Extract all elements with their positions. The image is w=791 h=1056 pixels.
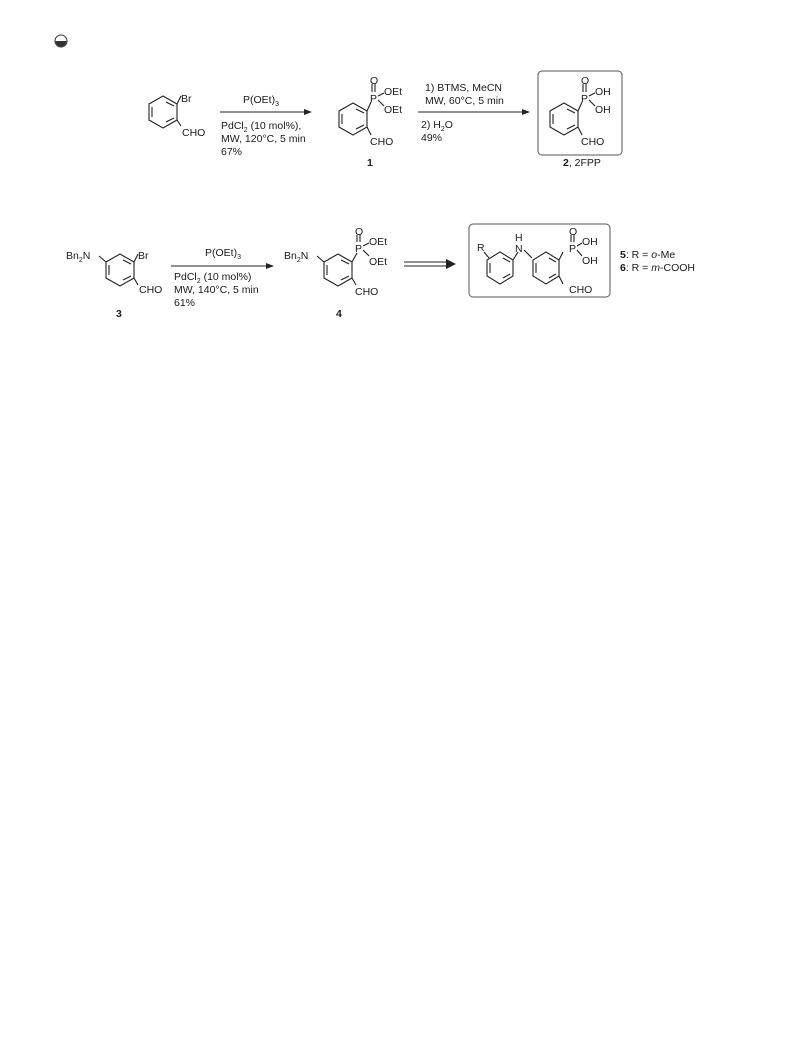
yield-label: 49% (421, 132, 443, 144)
oh-label-2: OH (582, 255, 598, 267)
yield-label: 61% (174, 297, 196, 309)
reaction-arrow-1 (220, 94, 312, 158)
reaction-arrow-3 (171, 247, 274, 309)
o-atom: O (355, 226, 364, 238)
conditions-step1b: MW, 60°C, 5 min (425, 95, 504, 107)
conditions-label: MW, 120°C, 5 min (221, 133, 306, 145)
compound-3 (66, 250, 162, 320)
compound-4 (284, 226, 387, 320)
o-atom: O (569, 226, 578, 238)
oet-label-2: OEt (384, 104, 403, 116)
legend-item-6: 6: R = m-COOH (620, 262, 695, 274)
catalyst-label: PdCl$_2$ (10 mol%), (221, 120, 302, 134)
cho-label: CHO (182, 127, 206, 139)
bn2n-label: $Bn_2N$ (66, 250, 91, 264)
conditions-step1: 1) BTMS, MeCN (425, 82, 503, 94)
p-atom: P (355, 243, 363, 255)
cho-label: CHO (355, 286, 379, 298)
br-label: Br (181, 93, 192, 105)
reaction-arrow-2 (418, 82, 530, 144)
conditions-label: MW, 140°C, 5 min (174, 284, 259, 296)
oet-label-2: OEt (369, 256, 388, 268)
oh-label-1: OH (582, 236, 598, 248)
catalyst-label: PdCl$_2$ (10 mol%) (174, 271, 252, 285)
br-label: Br (138, 250, 149, 262)
p-atom: P (370, 93, 378, 105)
oh-label-1: OH (595, 86, 611, 98)
compound-label-4: 4 (336, 308, 342, 320)
cho-label: CHO (139, 284, 163, 296)
bn2n-label: $Bn_2N$ (284, 250, 309, 264)
r-substituent: R (477, 242, 485, 254)
legend-item-5: 5: R = o-Me (620, 249, 676, 261)
o-atom: O (581, 75, 590, 87)
starting-material-2-bromobenzaldehyde (149, 93, 205, 139)
compound-label-3: 3 (116, 308, 122, 320)
oet-label-1: OEt (369, 236, 388, 248)
reagent-label: $P(OEt)_3$ (243, 94, 279, 108)
nh-h: H (515, 232, 523, 244)
cho-label: CHO (569, 284, 593, 296)
cho-label: CHO (581, 136, 605, 148)
oh-label-2: OH (595, 104, 611, 116)
reagent-label: $P(OEt)_3$ (205, 247, 241, 261)
product-legend (620, 249, 695, 274)
nh-n: N (515, 243, 523, 255)
p-atom: P (569, 243, 577, 255)
document-icon (55, 35, 67, 47)
p-atom: P (581, 93, 589, 105)
cho-label: CHO (370, 136, 394, 148)
product-5-6 (469, 224, 610, 297)
reaction-arrow-multistep (404, 259, 456, 269)
compound-2-2fpp (538, 71, 622, 169)
o-atom: O (370, 75, 379, 87)
oet-label-1: OEt (384, 86, 403, 98)
compound-label-2: 2, 2FPP (563, 157, 601, 169)
conditions-step2: 2) $H_2O$ (421, 119, 453, 133)
yield-label: 67% (221, 146, 243, 158)
compound-1-diethyl-phosphonate (339, 75, 402, 169)
compound-label-1: 1 (367, 157, 373, 169)
